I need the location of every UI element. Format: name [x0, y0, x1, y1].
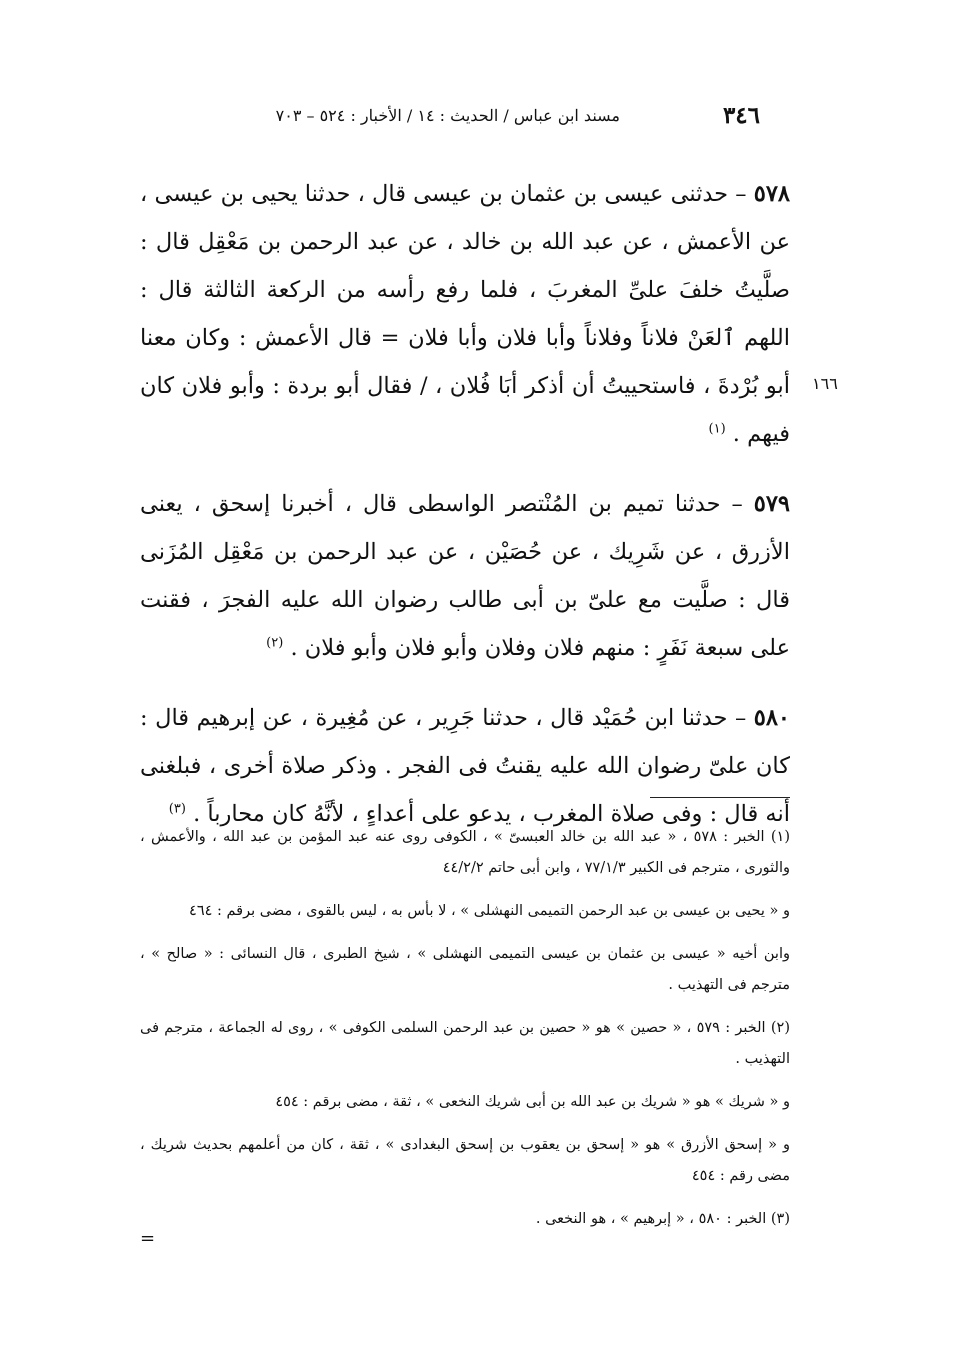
hadith-entry: [140, 694, 790, 838]
footnote-reference: (٢): [266, 635, 284, 651]
entry-number: ٥٧٨: [753, 181, 790, 207]
footnote-separator: [650, 797, 790, 798]
page-header: [140, 100, 790, 136]
entry-text: – حدثنا تميم بن المُنْتصر الواسطى قال ، أخبرنا إسحق ، يعنى الأزرق ، عن شَرِيك ، عن حُصَيْن ، عن عبد الرحمن بن مَعْقِل المُزَنى قال : صلَّيت مع علىّ بن أبى طالب رضوان الله عليه الفجرَ ، فقنت على سبعة نَفَرٍ : منهم فلان وفلان وأبو فلان وأبو فلان .: [140, 491, 790, 661]
footnote: (١) الخبر : ٥٧٨ ، « عبد الله بن خالد العبسىّ » ، الكوفى روى عنه عبد المؤمن بن عبد الله ، والأعمش ، والثورى ، مترجم فى الكبير ٧٧/١/٣ ، وابن أبى حاتم ٤٤/٢/٢: [140, 829, 790, 876]
entry-number: ٥٨٠: [753, 705, 790, 731]
footnote: (٣) الخبر : ٥٨٠ ، « إبرهيم » ، هو النخعى .: [535, 1211, 790, 1227]
footnote: (٢) الخبر : ٥٧٩ ، « حصين » هو « حصين بن عبد الرحمن السلمى الكوفى » ، روى له الجماعة ، مترجم فى التهذيب .: [140, 1020, 790, 1067]
footnote: و « إسحق الأزرق » هو « إسحق بن يعقوب بن إسحق البغدادى » ، ثقة ، كان من أعلمهم بحديث شريك ، مضى رقم : ٤٥٤: [140, 1137, 790, 1184]
margin-page-reference: ١٦٦: [812, 374, 838, 393]
footnote: و « شريك » هو « شريك بن عبد الله بن أبى شريك النخعى » ، ثقة ، مضى برقم : ٤٥٤: [275, 1094, 790, 1110]
footnote-reference: (١): [708, 421, 726, 437]
hadith-entry: [140, 480, 790, 672]
footnote: و « يحيى بن عيسى بن عبد الرحمن التميمى النهشلى » ، لا بأس به ، ليس بالقوى ، مضى برقم : ٤٦٤: [189, 903, 790, 919]
main-text: [140, 170, 790, 860]
footnote: وابن أخيه « عيسى بن عثمان بن عيسى التميمى النهشلى » ، شيخ الطبرى ، قال النسائى : « صالح » ، مترجم فى التهذيب .: [140, 946, 790, 993]
entry-number: ٥٧٩: [753, 491, 790, 517]
footnote-reference: (٣): [168, 801, 186, 817]
entry-text: – حدثنا ابن حُمَيْد قال ، حدثنا جَرِير ، عن مُغِيرة ، عن إبرهيم قال : كان علىّ رضوان الله عليه يقنتُ فى الفجر . وذكر صلاة أخرى ، فبلغنى أنه قال : وفى صلاة المغرب ، يدعو على أعداءٍ ، لأنَّهُ كان محارباً .: [140, 705, 790, 827]
page-number: ٣٤٦: [722, 102, 760, 129]
hadith-entry: [140, 170, 790, 458]
entry-text: – حدثنى عيسى بن عثمان بن عيسى قال ، حدثنا يحيى بن عيسى ، عن الأعمش ، عن عبد الله بن خالد ، عن عبد الرحمن بن مَعْقِل قال : صلَّيتُ خلفَ علىِّ المغربَ ، فلما رفع رأسه من الركعة الثالثة قال : اللهم ٱلعَنْ فلاناً وفلاناً وأبا فلان وأبا فلان = قال الأعمش : وكان معنا أبو بُرْدةَ ، فاستحييتُ أن أذكر أبَا فُلان ، / فقال أبو بردة : وأبو فلان كان فيهم .: [140, 181, 790, 447]
running-title: مسند ابن عباس / الحديث : ١٤ / الأخبار : ٥٢٤ – ٧٠٣: [275, 106, 620, 125]
footnotes: [140, 822, 790, 1247]
continuation-mark: =: [140, 1228, 156, 1249]
